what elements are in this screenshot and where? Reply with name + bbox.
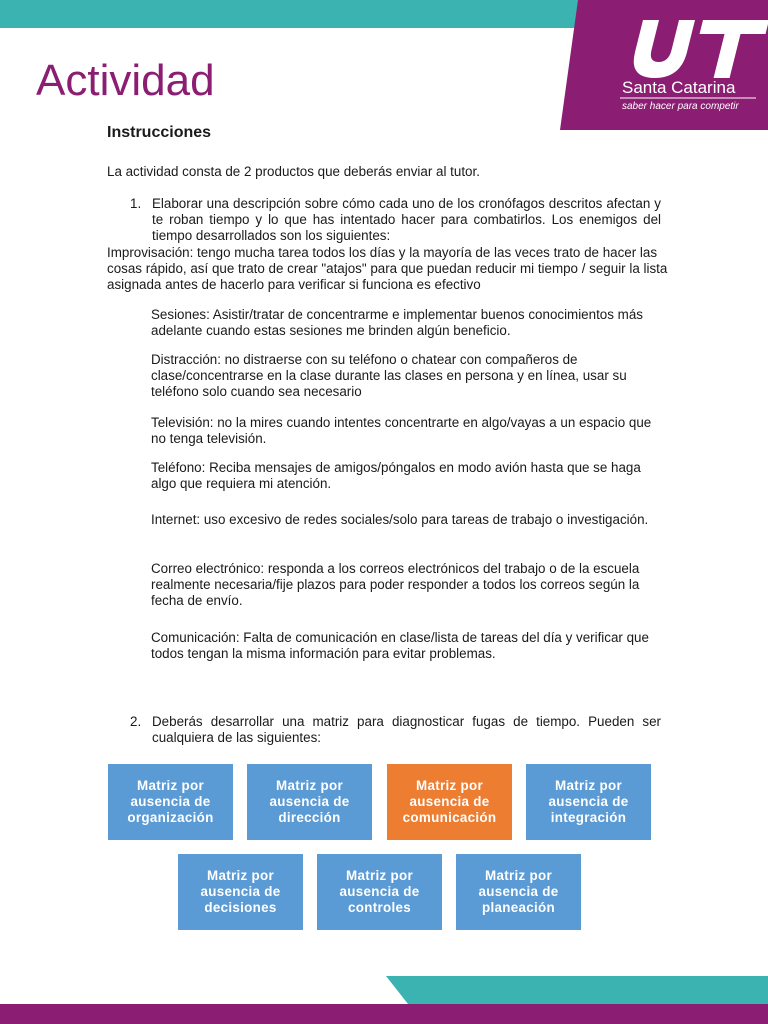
matrix-box-controles: Matriz por ausencia de controles xyxy=(317,854,442,930)
matrix-box-integracion: Matriz por ausencia de integración xyxy=(526,764,651,840)
bottom-teal-band xyxy=(386,976,768,1004)
item1-number: 1. xyxy=(130,196,142,211)
logo-name: Santa Catarina xyxy=(622,78,736,97)
enemy-distraccion: Distracción: no distraerse con su teléfono o chatear con compañeros de clase/concentrarse en la clase durante las clases en persona y en línea, usar su teléfono solo cuando sea necesario xyxy=(151,352,627,399)
instructions-heading: Instrucciones xyxy=(107,124,212,141)
logo-tagline: saber hacer para competir xyxy=(622,101,739,112)
matrix-box-comunicacion: Matriz por ausencia de comunicación xyxy=(387,764,512,840)
top-decorative-band xyxy=(0,0,610,28)
enemy-sesiones: Sesiones: Asistir/tratar de concentrarme e implementar buenos conocimientos más adelante cuando estas sesiones me brinden algún beneficio. xyxy=(151,307,643,338)
improvisation-text: Improvisación: tengo mucha tarea todos los días y la mayoría de las veces trato de hacer las cosas rápido, así que trato de crear "atajos" para que puedan reducir mi tiempo / seguir la lista asignada antes de hacerlo para verificar si funciona es efectivo xyxy=(107,245,668,292)
matrix-box-organizacion: Matriz por ausencia de organización xyxy=(108,764,233,840)
matrix-box-direccion: Matriz por ausencia de dirección xyxy=(247,764,372,840)
enemy-telefono: Teléfono: Reciba mensajes de amigos/póngalos en modo avión hasta que se haga algo que requiera mi atención. xyxy=(151,460,641,491)
enemy-internet: Internet: uso excesivo de redes sociales/solo para tareas de trabajo o investigación. xyxy=(151,512,649,527)
page-title: Actividad xyxy=(36,56,215,105)
intro-text: La actividad consta de 2 productos que deberás enviar al tutor. xyxy=(107,164,480,179)
bottom-purple-band xyxy=(0,1004,768,1024)
item2-number: 2. xyxy=(130,714,142,729)
matrix-box-planeacion: Matriz por ausencia de planeación xyxy=(456,854,581,930)
enemy-television: Televisión: no la mires cuando intentes concentrarte en algo/vayas a un espacio que no tenga televisión. xyxy=(151,415,652,446)
matrix-box-decisiones: Matriz por ausencia de decisiones xyxy=(178,854,303,930)
enemy-comunicacion: Comunicación: Falta de comunicación en clase/lista de tareas del día y verificar que todos tengan la misma información para evitar problemas. xyxy=(151,630,649,661)
item2-text: Deberás desarrollar una matriz para diagnosticar fugas de tiempo. Pueden ser cualquiera de las siguientes: xyxy=(152,714,661,745)
ut-santa-catarina-logo xyxy=(560,0,768,130)
enemy-correo: Correo electrónico: responda a los correos electrónicos del trabajo o de la escuela realmente necesaria/fije plazos para poder responder a todos los correos según la fecha de envío. xyxy=(151,561,640,608)
item1-text: Elaborar una descripción sobre cómo cada uno de los cronófagos descritos afectan y te roban tiempo y lo que has intentado hacer para combatirlos. Los enemigos del tiempo desarrollados son los siguientes: xyxy=(152,196,661,243)
